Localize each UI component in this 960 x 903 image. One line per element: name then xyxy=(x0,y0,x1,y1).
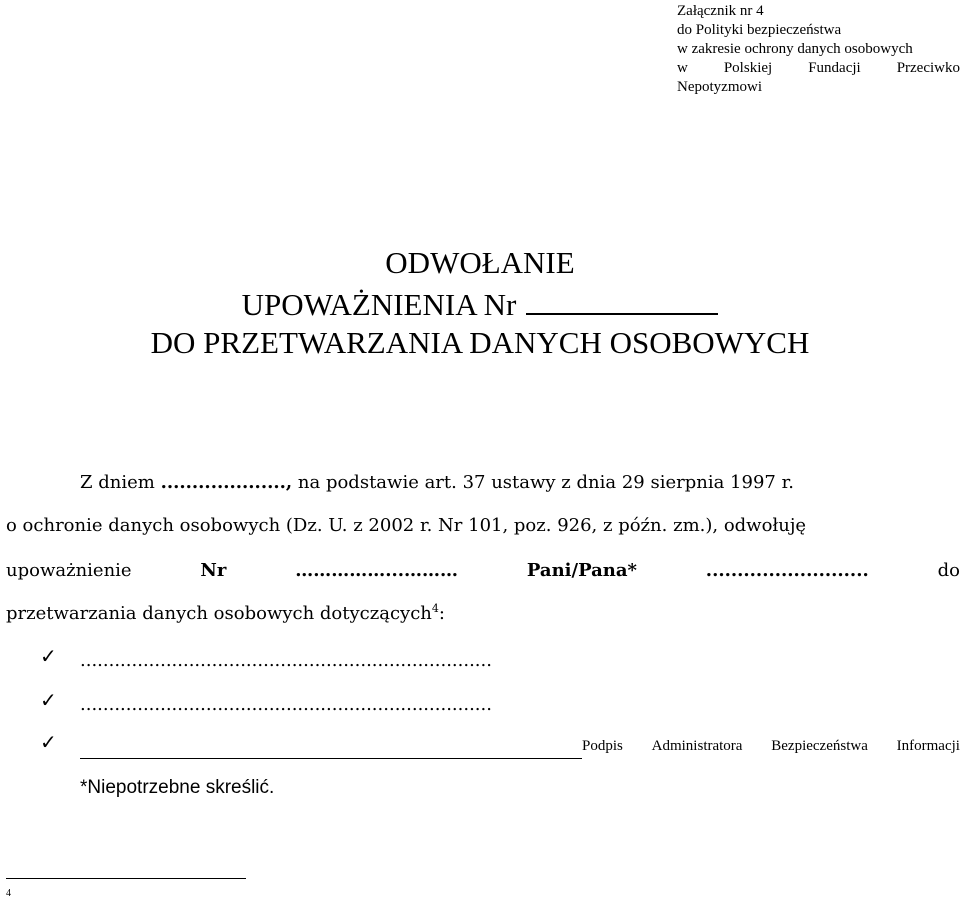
check-icon: ✓ xyxy=(40,688,57,712)
organization-name-end: Nepotyzmowi xyxy=(677,79,762,95)
organization-word: w xyxy=(677,60,688,76)
signature-word: Informacji xyxy=(896,738,960,754)
body-line-1 xyxy=(80,472,794,493)
legal-basis: na podstawie art. 37 ustawy z dnia 29 sierpnia 1997 r. xyxy=(297,472,794,493)
checklist-item-2: ........................................................................ xyxy=(80,694,492,715)
check-icon: ✓ xyxy=(40,730,57,754)
number-label: Nr xyxy=(200,560,227,581)
signature-word: Administratora xyxy=(651,738,743,754)
to-word: do xyxy=(937,560,960,581)
organization-line xyxy=(677,59,960,79)
check-icon: ✓ xyxy=(40,644,57,668)
number-blank: ……………...……… xyxy=(295,560,459,581)
policy-name: do Polityki bezpieczeństwa xyxy=(677,22,842,38)
processing-scope: przetwarzania danych osobowych dotyczących xyxy=(6,603,432,624)
organization-word: Fundacji xyxy=(808,60,861,76)
revoke-word: upoważnienie xyxy=(6,560,132,581)
strike-out-note: *Niepotrzebne skreślić. xyxy=(80,777,275,798)
date-blank: ...................., xyxy=(160,472,293,493)
signature-word: Bezpieczeństwa xyxy=(771,738,868,754)
signature-line xyxy=(80,736,582,759)
document-title-line1: ODWOŁANIE xyxy=(385,245,575,280)
footnote-number: 4 xyxy=(6,888,11,899)
title-authorization-number: UPOWAŻNIENIA Nr xyxy=(241,287,517,322)
organization-word: Przeciwko xyxy=(896,60,960,76)
body-line-3 xyxy=(6,560,960,581)
policy-scope: w zakresie ochrony danych osobowych xyxy=(677,41,913,57)
document-title-line2 xyxy=(0,283,960,325)
footnote-separator xyxy=(6,878,246,879)
checklist-item-1: ........................................................................ xyxy=(80,650,492,671)
colon: : xyxy=(438,603,445,624)
body-line-2: o ochronie danych osobowych (Dz. U. z 2002 r. Nr 101, poz. 926, z późn. zm.), odwołuję xyxy=(6,515,807,536)
organization-word: Polskiej xyxy=(723,60,773,76)
authorization-number-blank xyxy=(526,283,718,315)
person-blank: .......................... xyxy=(705,560,869,581)
attachment-number: Załącznik nr 4 xyxy=(677,3,764,19)
person-label: Pani/Pana* xyxy=(526,560,637,581)
body-line-4 xyxy=(6,603,445,624)
date-label: Z dniem xyxy=(80,472,155,493)
document-title-line3: DO PRZETWARZANIA DANYCH OSOBOWYCH xyxy=(150,325,810,360)
signature-label xyxy=(582,738,960,755)
signature-word: Podpis xyxy=(582,738,623,754)
footnote-reference: 4 xyxy=(431,602,439,615)
